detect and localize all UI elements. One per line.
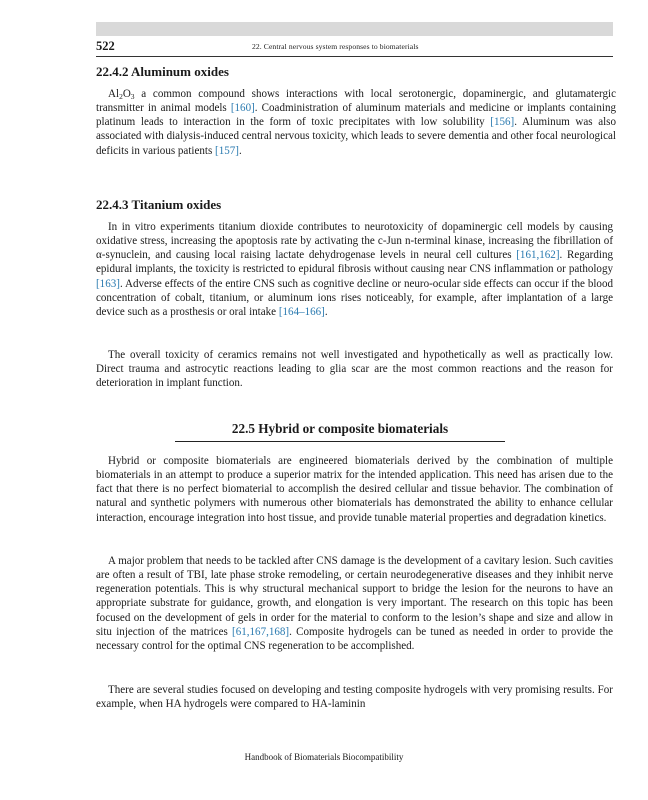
text-run: . Adverse effects of the entire CNS such as cognitive decline or neuro-ocular side effects can occur if the blood concentration of cobalt, titanium, or aluminum ions rises noticeably, for example, after implantation of a large device such as a prosthesis or oral intake [96, 277, 613, 318]
section-heading-rule [175, 441, 505, 442]
formula-sub-3: 3 [130, 92, 135, 101]
section-heading-aluminum: 22.4.2 Aluminum oxides [96, 64, 229, 79]
text-run: A major problem that needs to be tackled after CNS damage is the development of a cavitary lesion. Such cavities are often a result of TBI, late phase stroke remodeling, or certain neurodegenerative diseases and they inhibit nerve regeneration potentials. This is why structural mechanical support to bridge the lesion for the neurons to have an appropriate substrate for guidance, growth, and elongation is very important. The research on this topic has been focused on the development of gels in order for the material to conform to the lesion’s shape and size and allow in situ injection of the matrices [96, 555, 613, 638]
citation-link[interactable]: [160] [230, 102, 255, 115]
citation-link[interactable]: [61,167,168] [232, 625, 290, 638]
header-bar [96, 22, 613, 36]
page-number: 522 [96, 39, 115, 53]
paragraph-aluminum [96, 87, 616, 158]
text-run: a common compound shows interactions with local serotonergic, dopaminergic, and glutamatergic transmitter in animal models [96, 88, 616, 115]
paragraph-titanium-1 [96, 220, 613, 319]
formula-al: Al [108, 88, 120, 100]
section-heading-hybrid: 22.5 Hybrid or composite biomaterials [231, 421, 449, 436]
paragraph-titanium-2: The overall toxicity of ceramics remains not well investigated and hypothetically as well as practically low. Direct trauma and astrocytic reactions leading to glia scar are the most common reactions and the reason for deterioration in implant function. [96, 349, 613, 390]
citation-link[interactable]: [161,162] [516, 249, 560, 262]
footer-book-title: Handbook of Biomaterials Biocompatibility [244, 752, 404, 762]
paragraph-hybrid-1: Hybrid or composite biomaterials are engineered biomaterials derived by the combination of multiple biomaterials in an attempt to produce a superior matrix for the intended application. This need has arisen due to the fact that there is no perfect biomaterial to accomplish the desired cellular and tissue behavior. The combination of natural and synthetic polymers with numerous other biomaterials has demonstrated the ability to enhance cellular interaction, encourage integration into host tissue, and provide tunable material properties and degradation kinetics. [96, 455, 613, 524]
text-run: . Aluminum was also associated with dialysis-induced central nervous toxicity, which leads to severe dementia and other focal neurological deficits in various patients [96, 116, 616, 157]
text-run: . Coadministration of aluminum materials and medicine or implants containing platinum leads to interaction in the form of toxic precipitates with low solubility [96, 102, 616, 129]
header-rule [96, 56, 613, 57]
chapter-title: 22. Central nervous system responses to biomaterials [252, 42, 419, 51]
text-run: . Regarding epidural implants, the toxicity is restricted to epidural fibrosis without causing near CNS inflammation or pathology [96, 249, 614, 276]
citation-link[interactable]: [157] [215, 144, 239, 157]
text-run: . [324, 305, 328, 318]
citation-link[interactable]: [164–166] [278, 305, 325, 318]
formula-sub-2: 2 [119, 92, 123, 101]
paragraph-hybrid-3: There are several studies focused on developing and testing composite hydrogels with very promising results. For example, when HA hydrogels were compared to HA-laminin [96, 684, 613, 711]
citation-link[interactable]: [163] [96, 277, 120, 290]
citation-link[interactable]: [156] [490, 116, 515, 129]
section-heading-titanium: 22.4.3 Titanium oxides [96, 197, 222, 212]
text-run: . Composite hydrogels can be tuned as needed in order to provide the necessary control for the optimal CNS regeneration to be accomplished. [96, 625, 613, 652]
text-run: . [238, 144, 242, 157]
running-header [96, 38, 613, 54]
text-run: In in vitro experiments titanium dioxide contributes to neurotoxicity of dopaminergic cell models by causing oxidative stress, increasing the apoptosis rate by activating the c-Jun n-terminal kinase, increasing the fibrillation of α-synuclein, and causing local raising lactate dehydrogenase levels in neural cell cultures [96, 221, 613, 262]
paragraph-hybrid-2 [96, 554, 613, 653]
formula-o: O [122, 88, 131, 100]
